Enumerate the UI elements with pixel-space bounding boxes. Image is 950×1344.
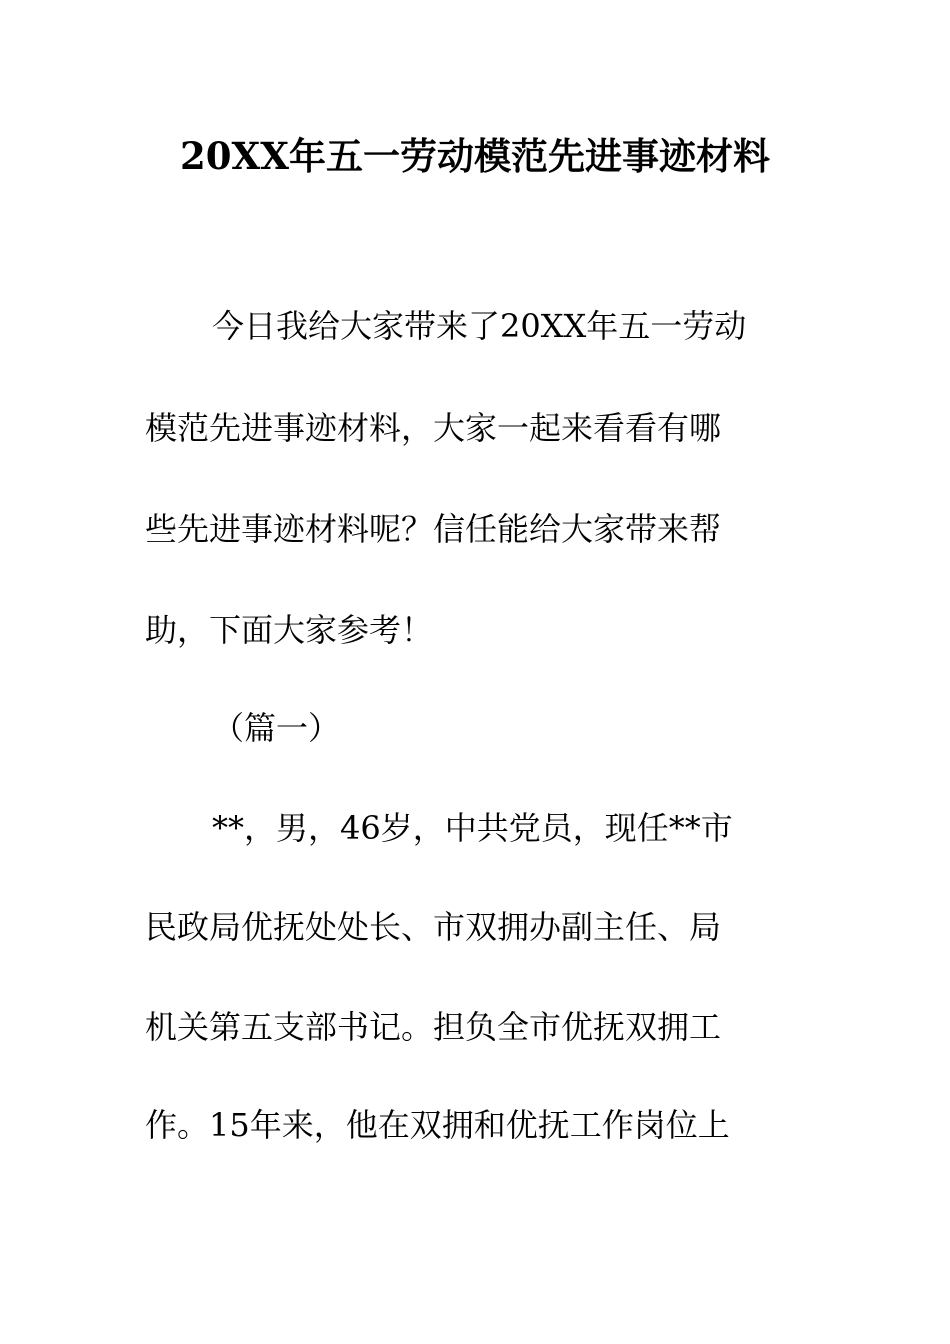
paragraph-line: 今日我给大家带来了20XX年五一劳动 xyxy=(212,307,747,345)
paragraph-line: 民政局优抚处处长、市双拥办副主任、局 xyxy=(145,908,722,946)
paragraph-line: 模范先进事迹材料，大家一起来看看有哪 xyxy=(145,409,722,447)
paragraph-line: 助，下面大家参考！ xyxy=(145,611,434,649)
section-heading: （篇一） xyxy=(212,709,341,747)
paragraph-line: 机关第五支部书记。担负全市优抚双拥工 xyxy=(145,1008,722,1046)
paragraph-line: 些先进事迹材料呢？信任能给大家带来帮 xyxy=(145,510,722,548)
paragraph-line: 作。15年来，他在双拥和优抚工作岗位上 xyxy=(145,1106,730,1144)
document-title: 20XX年五一劳动模范先进事迹材料 xyxy=(180,134,770,178)
paragraph-line: **，男，46岁，中共党员，现任**市 xyxy=(212,809,733,847)
